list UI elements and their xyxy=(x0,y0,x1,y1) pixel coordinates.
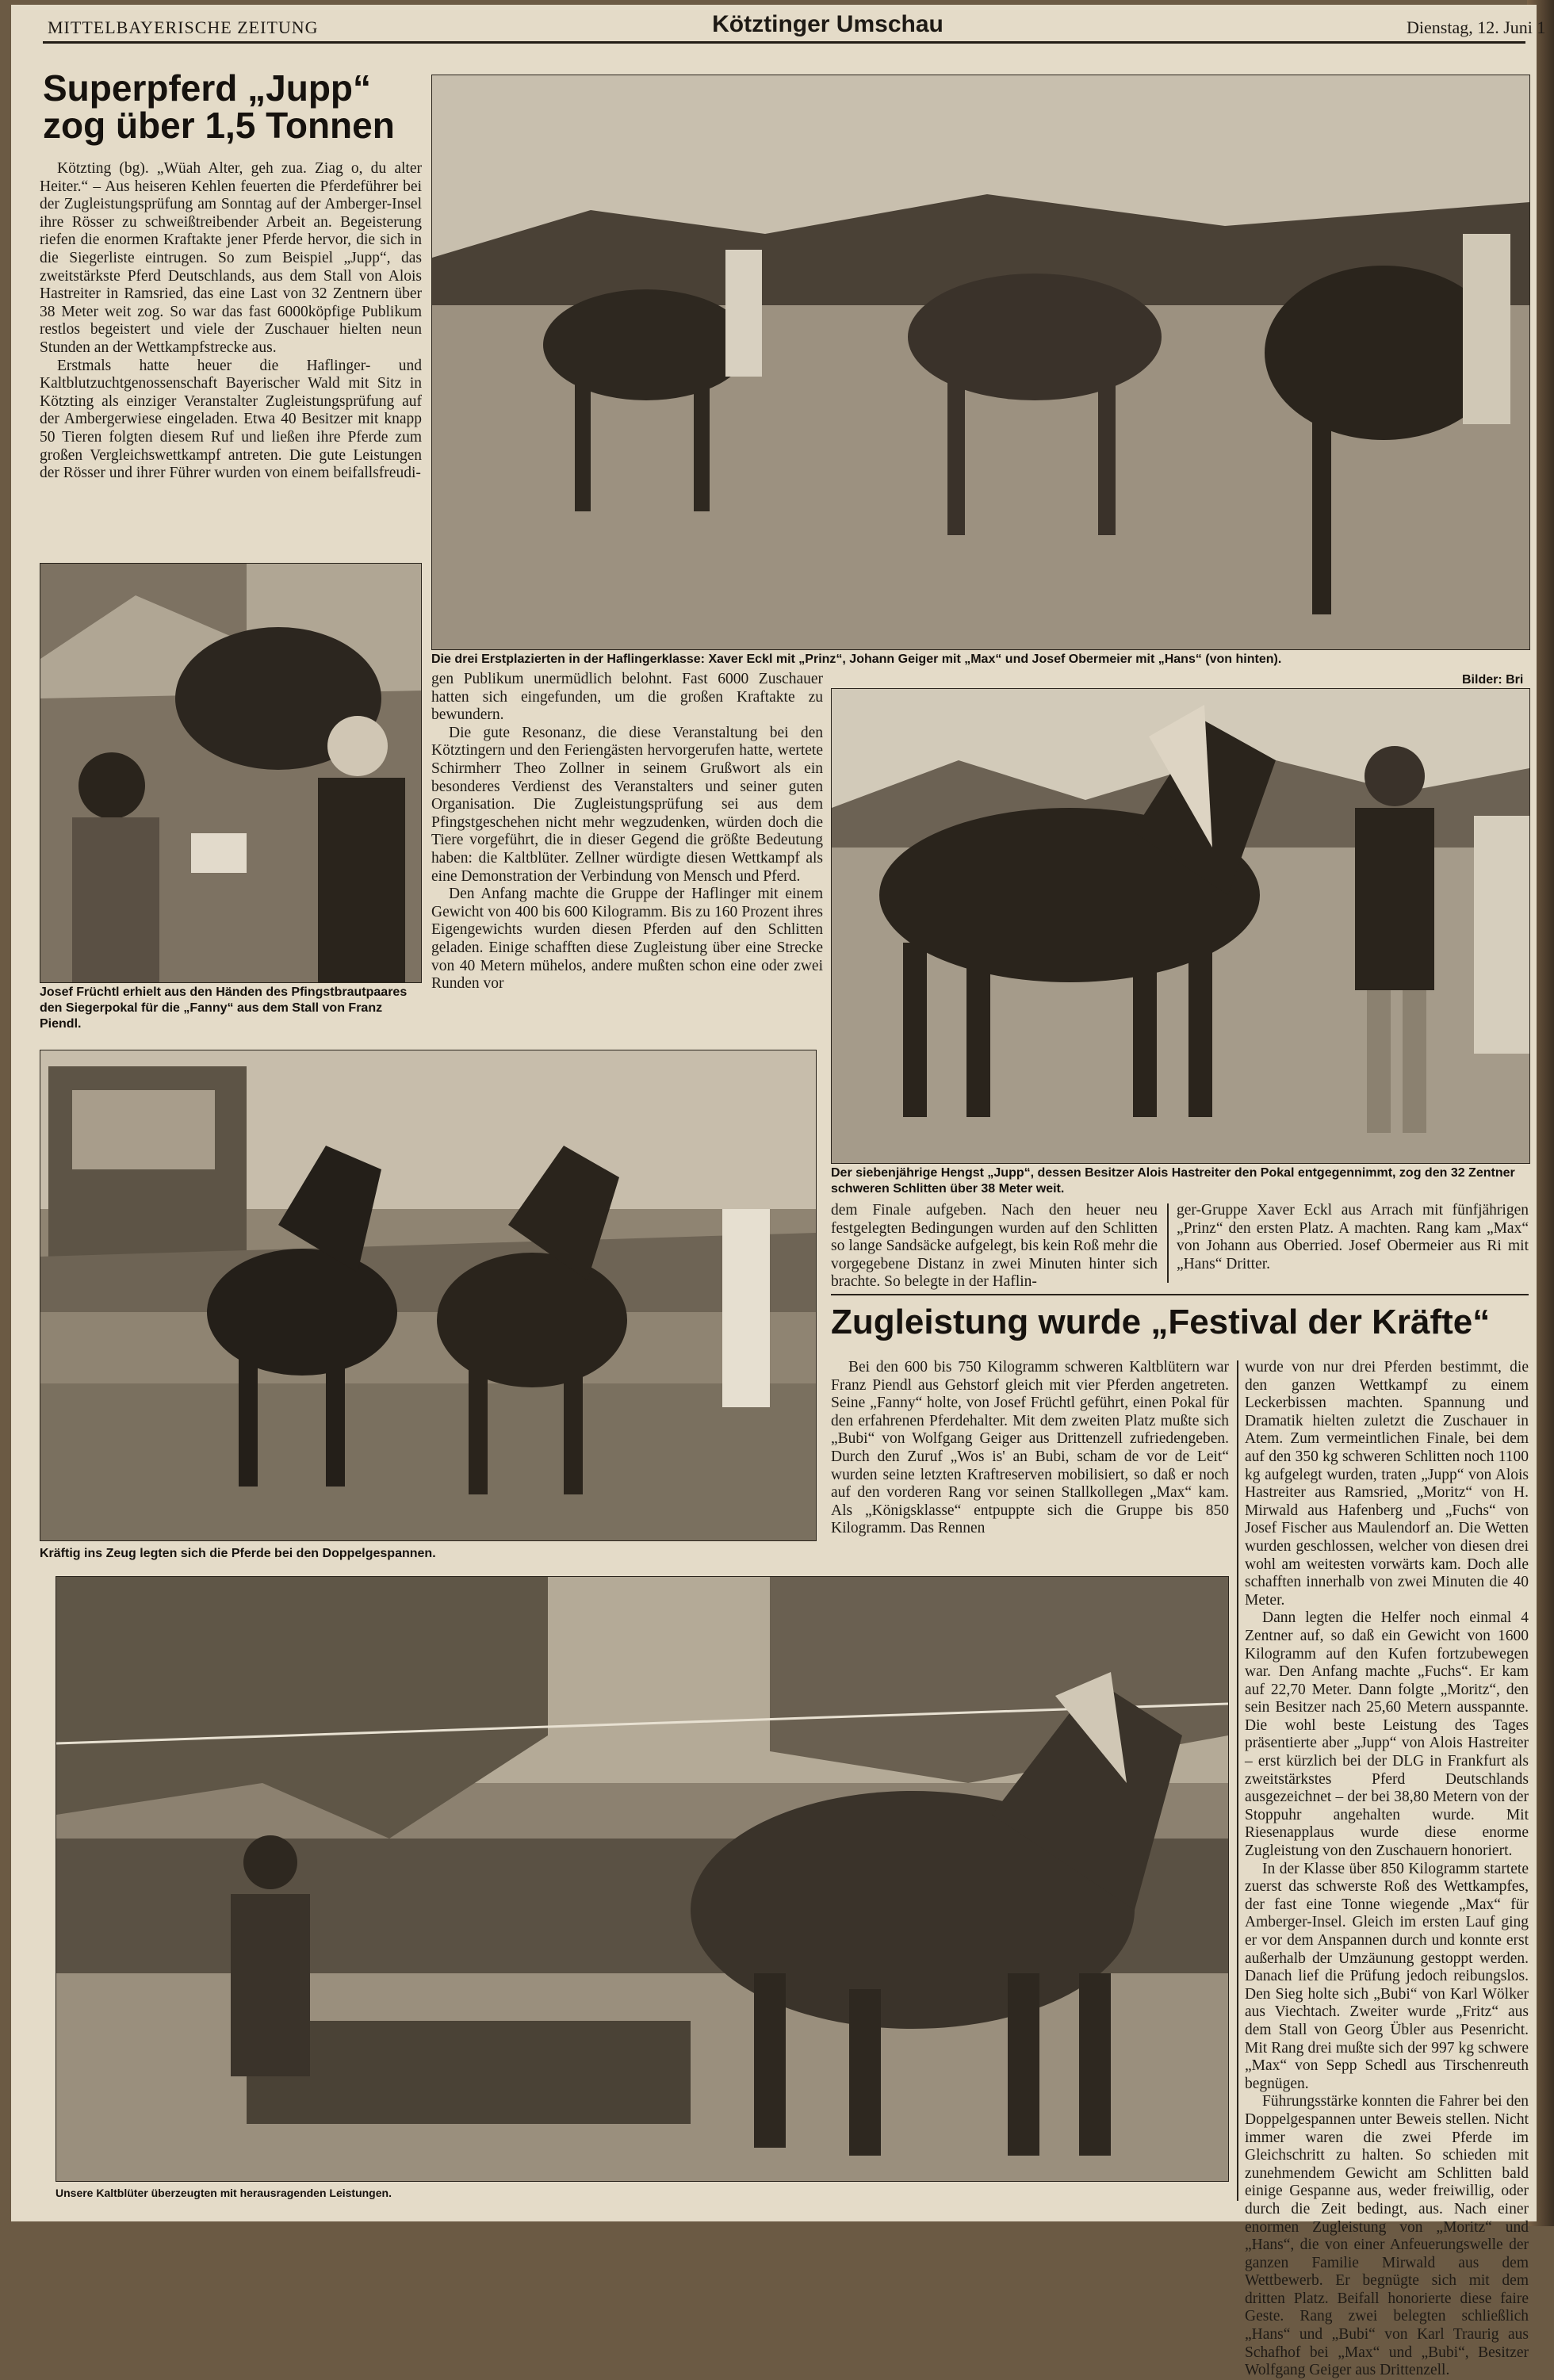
caption-haflinger-winners: Die drei Erstplazierten in der Haflingerklasse: Xaver Eckl mit „Prinz“, Johann Geiger mit „Max“ und Josef Obermeier mit „Hans“ (von hinten). xyxy=(431,652,1282,666)
story1-column-2 xyxy=(431,671,823,1032)
photo-double-team xyxy=(40,1050,817,1541)
section-title: Kötztinger Umschau xyxy=(712,11,944,37)
issue-date: Dienstag, 12. Juni 1 xyxy=(1407,17,1546,37)
story2-column-2 xyxy=(1245,1359,1529,2379)
story1-col4-paragraph: ger-Gruppe Xaver Eckl aus Arrach mit fünfjährigen „Prinz“ den ersten Platz. A machten. Rang kam „Max“ von Johann aus Oberried. Josef Obermeier aus Ri mit „Hans“ Dritter. xyxy=(1177,1202,1529,1272)
photo-stallion-jupp xyxy=(831,688,1530,1164)
story1-headline-line2: zog über 1,5 Tonnen xyxy=(43,104,395,146)
photo-credit: Bilder: Bri xyxy=(1462,673,1524,687)
column-divider xyxy=(1167,1203,1169,1283)
caption-stallion-jupp: Der siebenjährige Hengst „Jupp“, dessen Besitzer Alois Hastreiter den Pokal entgegennimmt, zog den 32 Zentner schweren Schlitten über 38 Meter weit. xyxy=(831,1166,1515,1196)
story2-column-1 xyxy=(831,1359,1229,1573)
story1-paragraph-2: Erstmals hatte heuer die Haflinger- und Kaltblutzuchtgenossenschaft Bayerischer Wald mit Sitz in Kötzting als einziger Veranstalter Zugleistungsprüfung auf der Ambergerwiese eingeladen. Etwa 40 Besitzer mit knapp 50 Tieren folgten diesem Ruf und ließen ihre Pferde zum großen Vergleichswettkampf antreten. Die gute Leistungen der Rösser und ihrer Führer wurden von einem beifallsfreudi- xyxy=(40,357,422,482)
story1-column-4 xyxy=(1177,1202,1529,1284)
story2-col1-paragraph: Bei den 600 bis 750 Kilogramm schweren Kaltblütern war Franz Piendl aus Gehstorf gleich mit vier Pferden angetreten. Seine „Fanny“ holte, von Josef Früchtl geführt, einen Pokal für den erfahrenen Pferdehalter. Mit dem zweiten Platz mußte sich „Bubi“ von Wolfgang Geiger aus Drittenzell zufriedengeben. Durch den Zuruf „Wos is' an Bubi, scham de vor de Leit“ wurden seine letzten Kraftreserven mobilisiert, so daß er noch auf den vorderen Rang vor seinen Stallkollegen „Max“ kam. Als „Königsklasse“ entpuppte sich die Gruppe bis 850 Kilogramm. Das Rennen xyxy=(831,1359,1229,1537)
story1-headline-line1: Superpferd „Jupp“ xyxy=(43,67,372,109)
newspaper-name: MITTELBAYERISCHE ZEITUNG xyxy=(48,17,319,37)
story2-col2-paragraph-2: Dann legten die Helfer noch einmal 4 Zentner auf, so daß ein Gewicht von 1600 Kilogramm auf den Kufen fortzubewegen war. Den Anfang machte „Fuchs“. Er kam auf 22,70 Meter. Dann folgte „Moritz“, den sein Besitzer nach 25,60 Metern ausspannte. Die wohl beste Leistung des Tages präsentierte aber „Jupp“ von Alois Hastreiter – erst kürzlich bei der DLG in Frankfurt als zweitstärkstes Pferd Deutschlands ausgezeichnet – der bei 38,80 Metern von der Stoppuhr angehalten wurde. Mit Riesenapplaus wurde diese enorme Zugleistung von den Zuschauern honoriert. xyxy=(1245,1609,1529,1860)
story1-headline xyxy=(43,67,423,146)
story2-col2-paragraph-1: wurde von nur drei Pferden bestimmt, die den ganzen Wettkampf zu einem Leckerbissen machten. Spannung und Dramatik hielten zuletzt die Zuschauer in Atem. Zum vermeintlichen Finale, bei dem auf den 350 kg schweren Schlitten noch 1100 kg aufgelegt wurden, traten „Jupp“ von Alois Hastreiter aus Ramsried, „Moritz“ von H. Mirwald aus Hafenberg und „Fuchs“ von Josef Fischer aus Maulendorf an. Die Wetten wurden geschlossen, welcher von diesen drei wohl am weitesten vorwärts kam. Doch alle schafften innerhalb von zwei Minuten die 40 Meter. xyxy=(1245,1359,1529,1609)
caption-trophy-presentation: Josef Früchtl erhielt aus den Händen des Pfingstbrautpaares den Siegerpokal für die „Fanny“ aus dem Stall von Franz Piendl. xyxy=(40,985,408,1031)
story2-headline: Zugleistung wurde „Festival der Kräfte“ xyxy=(831,1303,1491,1341)
story2-top-rule xyxy=(831,1294,1529,1295)
photo-haflinger-winners xyxy=(431,75,1530,650)
header-rule xyxy=(43,41,1525,44)
story2-col2-paragraph-3: In der Klasse über 850 Kilogramm startete zuerst das schwerste Roß des Wettkampfes, der fast eine Tonne wiegende „Max“ für Amberger-Insel. Gleich im ersten Lauf ging er vor dem Anspannen durch und konnte erst außerhalb der Umzäunung gestoppt werden. Danach lief die Prüfung jedoch reibungslos. Den Sieg holte sich „Bubi“ von Karl Wölker aus Viechtach. Zweiter wurde „Fritz“ aus dem Stall von Georg Übler aus Pesenricht. Mit Rang drei mußte sich der 997 kg schwere „Max“ von Sepp Schedl aus Tirschenreuth begnügen. xyxy=(1245,1860,1529,2092)
story2-column-divider xyxy=(1237,1360,1238,2201)
newspaper-page xyxy=(11,5,1546,2379)
photo-heavy-horse-pull xyxy=(56,1576,1229,2182)
story1-col3-paragraph: dem Finale aufgeben. Nach den heuer neu festgelegten Bedingungen wurden auf den Schlitten so lange Sandsäcke aufgelegt, bis kein Roß mehr die vorgegebene Distanz in zwei Minuten hinter sich brachte. So belegte in der Haflin- xyxy=(831,1202,1158,1291)
story1-col2-paragraph-1: gen Publikum unermüdlich belohnt. Fast 6000 Zuschauer hatten sich eingefunden, um die großen Kraftakte zu bewundern. xyxy=(431,671,823,724)
story1-col2-paragraph-3: Den Anfang machte die Gruppe der Haflinger mit einem Gewicht von 400 bis 600 Kilogramm. Bis zu 160 Prozent ihres Eigengewichts wurden diesen Pferden auf den Schlitten geladen. Einige schafften diese Zugleistung über eine Strecke von 40 Metern mühelos, andere mußten schon eine oder zwei Runden vor xyxy=(431,886,823,993)
story1-column-3 xyxy=(831,1202,1158,1291)
photo-trophy-presentation xyxy=(40,563,422,983)
caption-heavy-horse-pull: Unsere Kaltblüter überzeugten mit herausragenden Leistungen. xyxy=(56,2187,392,2199)
story1-col2-paragraph-2: Die gute Resonanz, die diese Veranstaltung bei den Kötztingern und den Feriengästen hervorgerufen hatte, wertete Schirmherr Theo Zollner in seinem Grußwort als ein besonderes Verdienst des Veranstalters und seiner guten Organisation. Die Zugleistungsprüfung sei aus dem Pfingstgeschehen nicht mehr wegzudenken, würden doch die Tiere vorgeführt, die in dieser Gegend die größte Bedeutung haben: die Kaltblüter. Zellner würdigte diesen Wettkampf als eine Demonstration der Verbindung von Mensch und Pferd. xyxy=(431,724,823,885)
caption-double-team: Kräftig ins Zeug legten sich die Pferde bei den Doppelgespannen. xyxy=(40,1547,436,1560)
story1-paragraph-1: Kötzting (bg). „Wüah Alter, geh zua. Ziag o, du alter Heiter.“ – Aus heiseren Kehlen feuerten die Pferdeführer bei der Zugleistungsprüfung am Sonntag auf der Amberger-Insel ihre Rösser zu schweißtreibender Arbeit an. Begeisterung riefen die enormen Kraftakte jener Pferde hervor, die sich in die Siegerliste eintrugen. So zum Beispiel „Jupp“, das zweitstärkste Pferd Deutschlands, aus dem Stall von Alois Hastreiter in Ramsried, das eine Last von 32 Zentnern über 38 Meter weit zog. So war das fast 6000köpfige Publikum restlos begeistert und viele der Zuschauer hielten neun Stunden an der Wettkampfstrecke aus. xyxy=(40,160,422,356)
story1-lead-column xyxy=(40,160,422,530)
story2-col2-paragraph-4: Führungsstärke konnten die Fahrer bei den Doppelgespannen unter Beweis stellen. Nicht immer waren die zwei Pferde im Gleichschritt zu halten. So schieden mit zunehmendem Gewicht am Schlitten bald einige Gespanne aus, weder freiwillig, oder durch die Zeit bedingt, aus. Nach einer enormen Zugleistung von „Moritz“ und „Hans“, die von einer Anfeuerungswelle der ganzen Familie Mirwald aus dem Wettbewerb. Er begnügte sich mit dem dritten Platz. Beifall honorierte diese faire Geste. Rang zwei belegten schließlich „Hans“ und „Bubi“ von Karl Traurig aus Schafhof bei „Max“ und „Bubi“, Besitzer Wolfgang Geiger aus Drittenzell. xyxy=(1245,2093,1529,2379)
